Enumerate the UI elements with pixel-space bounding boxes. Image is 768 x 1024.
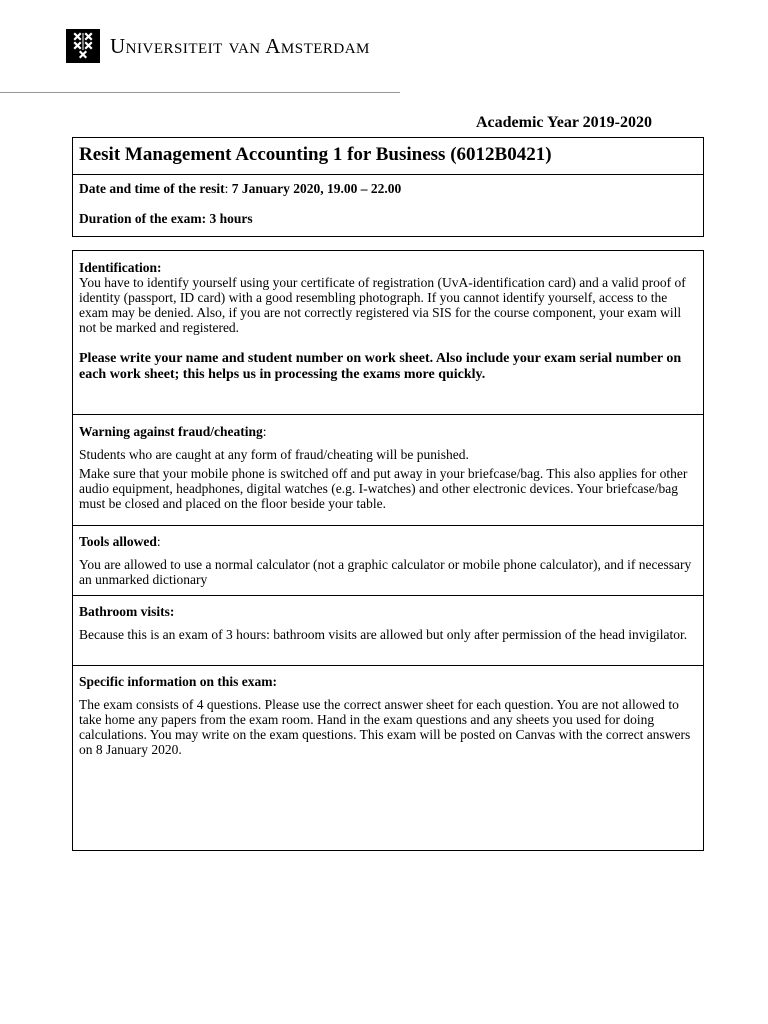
identification-note: Please write your name and student number on work sheet. Also include your exam serial number on each work sheet; this helps us in processing the exams more quickly. bbox=[79, 351, 682, 382]
exam-date-value: 7 January 2020, 19.00 – 22.00 bbox=[228, 181, 402, 196]
section-bathroom bbox=[73, 596, 703, 666]
header-divider bbox=[0, 92, 400, 93]
university-name: Universiteit van Amsterdam bbox=[110, 33, 370, 58]
exam-info-box bbox=[72, 137, 704, 237]
section-fraud bbox=[73, 415, 703, 526]
specific-body: The exam consists of 4 questions. Please use the correct answer sheet for each question. You are not allowed to take home any papers from the exam room. Hand in the exam questions and any sheets you used for doing calculations. You may write on the exam questions. This exam will be posted on Canvas with the correct answers on 8 January 2020. bbox=[79, 697, 691, 757]
bathroom-body: Because this is an exam of 3 hours: bathroom visits are allowed but only after permission of the head invigilator. bbox=[79, 627, 688, 642]
fraud-heading-line bbox=[79, 424, 697, 439]
exam-title: Resit Management Accounting 1 for Business (6012B0421) bbox=[73, 138, 703, 175]
tools-heading-line bbox=[79, 534, 697, 549]
fraud-paragraph-2: Make sure that your mobile phone is switched off and put away in your briefcase/bag. This also applies for other audio equipment, headphones, digital watches (e.g. I-watches) and other electronic devices. Your briefcase/bag must be closed and placed on the floor beside your table. bbox=[79, 466, 688, 511]
section-tools bbox=[73, 526, 703, 596]
exam-date-label: Date and time of the resit bbox=[79, 181, 225, 196]
fraud-heading: Warning against fraud/cheating bbox=[79, 424, 263, 439]
exam-date-line: Date and time of the resit: 7 January 2020, 19.00 – 22.00 bbox=[79, 181, 402, 196]
tools-heading: Tools allowed bbox=[79, 534, 157, 549]
exam-details bbox=[73, 175, 703, 247]
academic-year: Academic Year 2019-2020 bbox=[476, 114, 652, 131]
tools-body: You are allowed to use a normal calculator (not a graphic calculator or mobile phone calculator), and if necessary an unmarked dictionary bbox=[79, 557, 692, 587]
exam-duration: Duration of the exam: 3 hours bbox=[79, 211, 253, 226]
section-specific bbox=[73, 666, 703, 850]
header-logo-row bbox=[66, 29, 370, 63]
exam-rules-box bbox=[72, 250, 704, 851]
uva-crosses-logo bbox=[66, 29, 100, 63]
bathroom-heading: Bathroom visits: bbox=[79, 604, 175, 619]
tools-heading-suffix: : bbox=[156, 534, 161, 549]
fraud-heading-suffix: : bbox=[262, 424, 267, 439]
identification-body: You have to identify yourself using your certificate of registration (UvA-identification card) and a valid proof of identity (passport, ID card) with a good resembling photograph. If you cannot identify yourself, access to the exam may be denied. Also, if you are not correctly registered via SIS for the course component, your exam will not be marked and registered. bbox=[79, 275, 686, 335]
specific-heading: Specific information on this exam: bbox=[79, 674, 277, 689]
fraud-paragraph-1: Students who are caught at any form of fraud/cheating will be punished. bbox=[79, 447, 469, 462]
section-identification bbox=[73, 251, 703, 415]
identification-heading: Identification: bbox=[79, 260, 162, 275]
